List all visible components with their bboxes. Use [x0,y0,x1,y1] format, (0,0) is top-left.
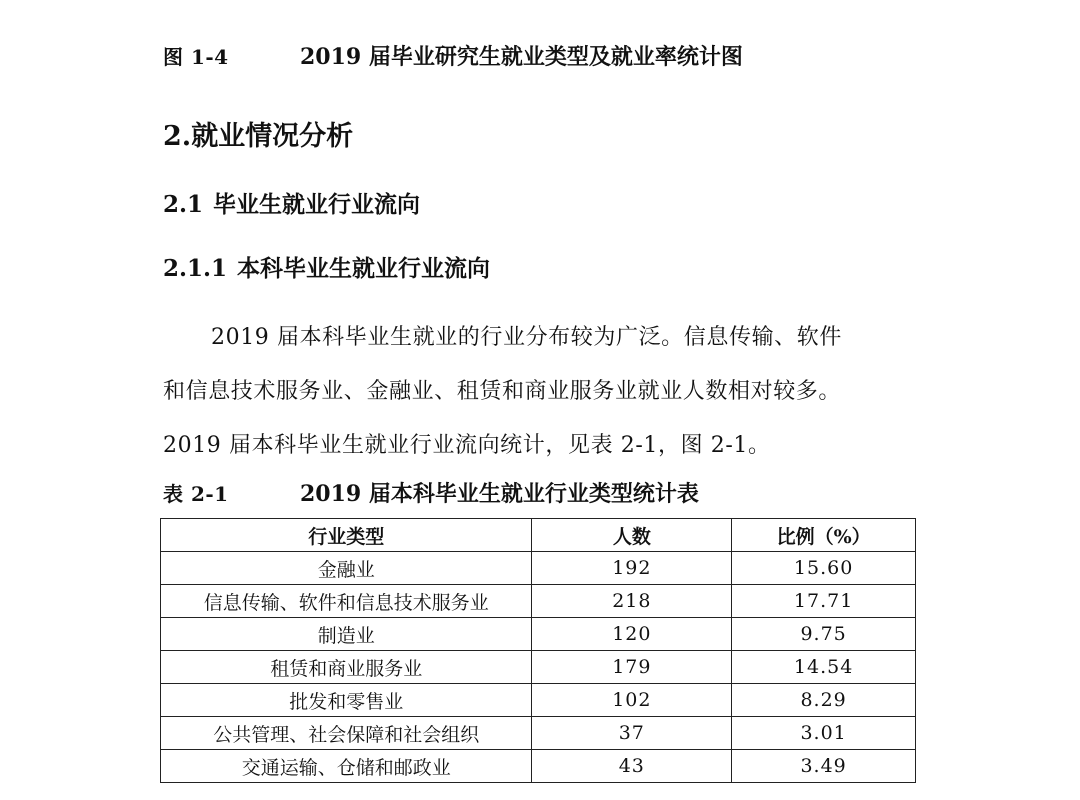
cell-count: 192 [532,552,732,585]
table-row [161,684,916,717]
table-row [161,750,916,783]
cell-industry: 批发和零售业 [161,684,532,717]
cell-percent: 8.29 [732,684,916,717]
section-heading-2-1-title: 毕业生就业行业流向 [213,191,421,218]
header-percent: 比例（%） [732,519,916,552]
paragraph-line: 2019 届本科毕业生就业的行业分布较为广泛。信息传输、软件 [211,325,842,350]
header-industry: 行业类型 [161,519,532,552]
cell-percent: 15.60 [732,552,916,585]
cell-industry: 金融业 [161,552,532,585]
table-row [161,618,916,651]
body-paragraph [163,311,923,473]
cell-count: 43 [532,750,732,783]
section-heading-2 [163,114,353,153]
header-count: 人数 [532,519,732,552]
cell-count: 37 [532,717,732,750]
paragraph-line: 2019 届本科毕业生就业行业流向统计，见表 2-1，图 2-1。 [163,433,771,458]
cell-industry: 租赁和商业服务业 [161,651,532,684]
cell-count: 120 [532,618,732,651]
cell-industry: 制造业 [161,618,532,651]
cell-industry: 交通运输、仓储和邮政业 [161,750,532,783]
table-row [161,585,916,618]
section-heading-2-1 [163,186,420,219]
figure-caption-title: 2019 届毕业研究生就业类型及就业率统计图 [300,43,743,70]
table-row [161,717,916,750]
cell-percent: 9.75 [732,618,916,651]
cell-percent: 3.01 [732,717,916,750]
cell-percent: 14.54 [732,651,916,684]
cell-count: 179 [532,651,732,684]
figure-caption [163,40,743,70]
cell-industry: 信息传输、软件和信息技术服务业 [161,585,532,618]
section-heading-2-1-number: 2.1 [163,191,204,218]
figure-caption-number: 图 1-4 [163,44,229,69]
cell-count: 102 [532,684,732,717]
table-row [161,651,916,684]
table-caption-title: 2019 届本科毕业生就业行业类型统计表 [300,480,699,507]
industry-table [160,518,916,783]
paragraph-line: 和信息技术服务业、金融业、租赁和商业服务业就业人数相对较多。 [163,379,842,404]
table-header-row [161,519,916,552]
cell-industry: 公共管理、社会保障和社会组织 [161,717,532,750]
section-heading-2-title: 就业情况分析 [191,121,354,152]
section-heading-2-1-1-title: 本科毕业生就业行业流向 [237,255,491,282]
table-caption-number: 表 2-1 [163,481,229,506]
table-row [161,552,916,585]
table-caption [163,477,699,507]
cell-percent: 3.49 [732,750,916,783]
cell-count: 218 [532,585,732,618]
section-heading-2-1-1-number: 2.1.1 [163,255,228,282]
section-heading-2-number: 2. [163,121,192,152]
section-heading-2-1-1 [163,250,490,283]
cell-percent: 17.71 [732,585,916,618]
